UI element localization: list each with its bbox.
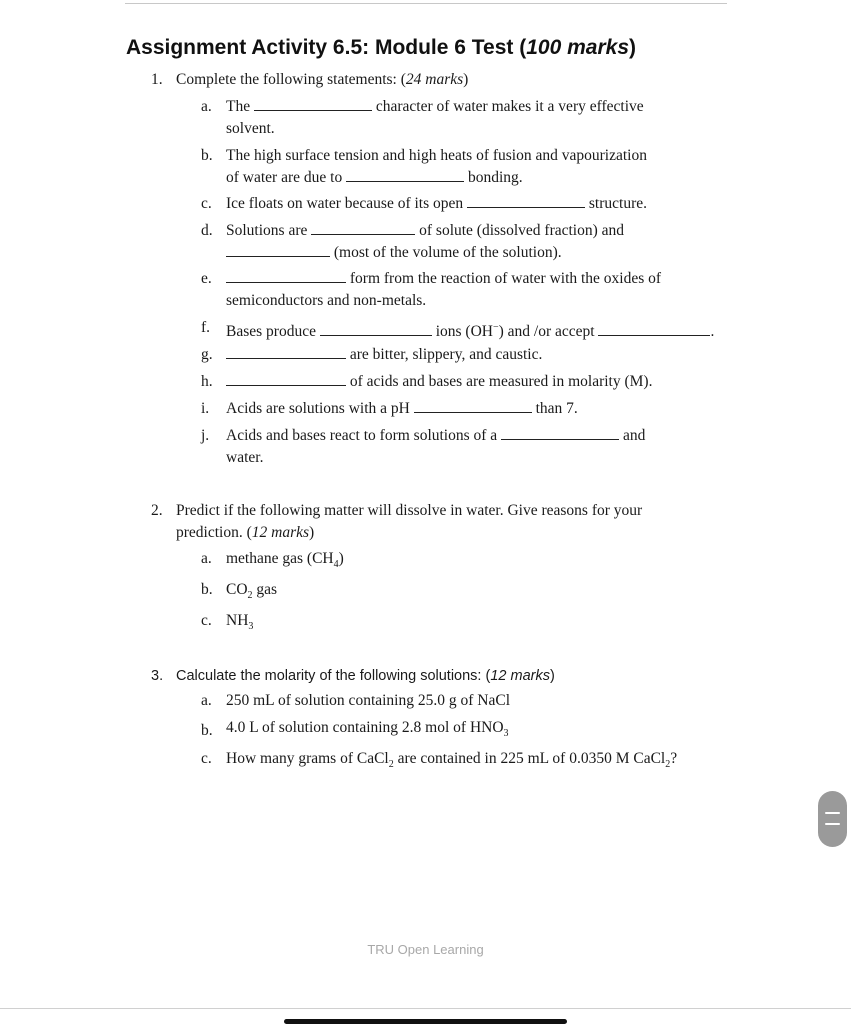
scroll-handle[interactable] (818, 791, 847, 847)
item-3a-letter: a. (201, 692, 212, 709)
answer-blank[interactable] (311, 222, 415, 235)
answer-blank[interactable] (226, 270, 346, 283)
item-1g-text: are bitter, slippery, and caustic. (226, 345, 542, 365)
item-1j-letter: j. (201, 427, 210, 444)
item-2a-text: methane gas $(CH_4)$ (226, 550, 344, 571)
question-3-number: 3. (151, 668, 164, 684)
grip-line-icon (825, 823, 840, 825)
item-1d-text: Solutions are of solute (dissolved fraction) and (226, 222, 625, 239)
question-2-number: 2. (151, 502, 163, 519)
item-1c-text: Ice floats on water because of its open structure. (226, 195, 647, 212)
item-1h-letter: h. (201, 373, 213, 390)
item-1e-letter: e. (201, 270, 212, 287)
answer-blank[interactable] (226, 373, 346, 386)
item-3a-text: 250 mL of solution containing 25.0 g of NaCl (226, 692, 510, 709)
item-1b-text-line2: of water are due to bonding. (226, 169, 523, 186)
page-title: Assignment Activity 6.5: Module 6 Test (100 marks) (126, 36, 637, 59)
item-1i-letter: i. (201, 400, 210, 417)
item-2b-text: $CO_2$ gas (226, 581, 278, 602)
question-1-prompt: Complete the following statements: (24 marks) (176, 71, 469, 88)
answer-blank[interactable] (414, 400, 532, 413)
item-1h-text: of acids and bases are measured in molarity (M). (226, 372, 652, 392)
bottom-divider (0, 1008, 851, 1009)
item-1b-letter: b. (201, 147, 213, 164)
answer-blank[interactable] (320, 323, 432, 336)
grip-line-icon (825, 812, 840, 814)
item-3c-letter: c. (201, 750, 212, 767)
item-2b-letter: b. (201, 581, 213, 598)
question-2-prompt-line2: prediction. (12 marks) (176, 524, 315, 541)
answer-blank[interactable] (254, 98, 372, 111)
item-1j-text-line2: water. (226, 449, 264, 466)
item-1a-text-line2: solvent. (226, 120, 275, 137)
item-2c-text: $NH_3$ (226, 612, 254, 633)
answer-blank[interactable] (467, 195, 585, 208)
item-1d-letter: d. (201, 222, 213, 239)
question-2-prompt: Predict if the following matter will dissolve in water. Give reasons for your (176, 502, 643, 519)
item-3b-text: 4.0 L of solution containing 2.8 mol of $HNO_3$ (226, 719, 509, 740)
answer-blank[interactable] (226, 244, 330, 257)
item-1g-letter: g. (201, 346, 213, 363)
top-divider (125, 3, 727, 4)
answer-blank[interactable] (501, 427, 619, 440)
footer-text: TRU Open Learning (367, 942, 484, 957)
answer-blank[interactable] (598, 323, 710, 336)
item-1j-text: Acids and bases react to form solutions of a and (226, 427, 646, 444)
item-1f-letter: f. (201, 319, 211, 336)
item-2a-letter: a. (201, 550, 212, 567)
answer-blank[interactable] (226, 346, 346, 359)
item-1f-text: Bases produce ions (OH−) and /or accept . (226, 322, 715, 341)
item-3b-letter: b. (201, 722, 213, 739)
item-1a-letter: a. (201, 98, 212, 115)
question-3-prompt: Calculate the molarity of the following solutions: (12 marks) (176, 668, 555, 684)
item-1d-text-line2: (most of the volume of the solution). (226, 243, 562, 263)
item-3c-text: How many grams of CaCl$_2$ are contained in 225 mL of 0.0350 M CaCl$_2$? (226, 750, 678, 771)
item-1e-text-line2: semiconductors and non-metals. (226, 292, 427, 309)
item-1c-letter: c. (201, 195, 212, 212)
home-indicator[interactable] (284, 1019, 567, 1024)
item-1i-text: Acids are solutions with a pH than 7. (226, 400, 578, 417)
question-1-number: 1. (151, 71, 163, 88)
item-2c-letter: c. (201, 612, 212, 629)
item-1e-text: form from the reaction of water with the oxides of (226, 269, 661, 289)
item-1a-text: The character of water makes it a very effective (226, 98, 644, 115)
item-1b-text: The high surface tension and high heats of fusion and vapourization (226, 147, 647, 164)
answer-blank[interactable] (346, 169, 464, 182)
